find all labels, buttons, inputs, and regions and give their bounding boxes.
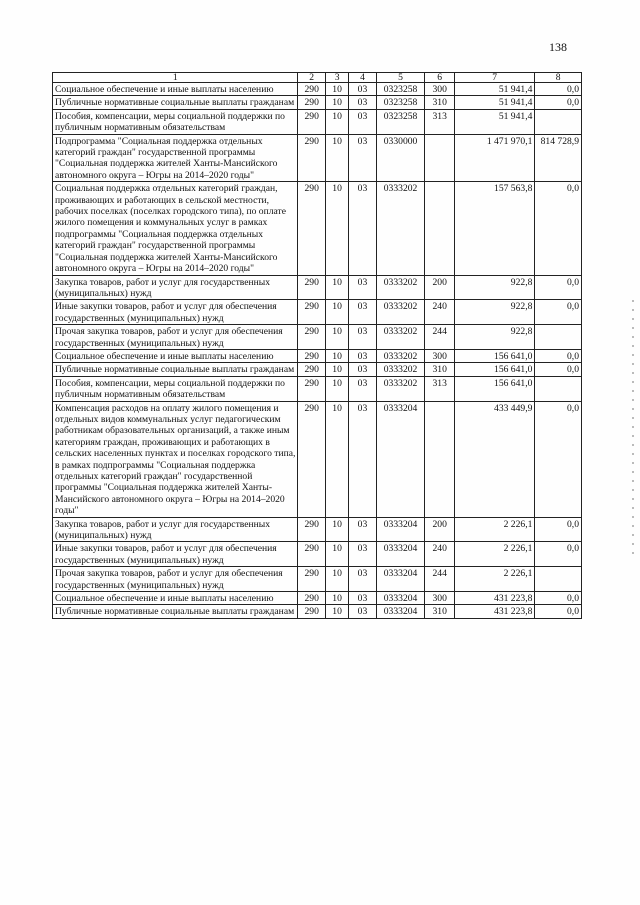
row-name-cell: Социальная поддержка отдельных категорий граждан, проживающих и работающих в сельской местности, рабочих поселках (поселках городского типа), по оплате жилого помещения и коммунальных услуг в рамках подпрограммы "Социальная поддержка отдельных категорий граждан" государственной программы "Социальная поддержка жителей Ханты-Мансийского автономного округа – Югры на 2014–2020 годы" (53, 182, 298, 275)
subsection-code-cell: 03 (349, 567, 377, 592)
subvention-amount-cell: 0,0 (535, 363, 582, 376)
amount-cell: 2 226,1 (454, 567, 534, 592)
table-row (53, 592, 582, 605)
section-code-cell: 10 (325, 401, 348, 517)
table-row (53, 300, 582, 325)
subsection-code-cell: 03 (349, 517, 377, 542)
subvention-amount-cell: 0,0 (535, 300, 582, 325)
section-code-cell: 10 (325, 363, 348, 376)
target-article-cell: 0333204 (376, 401, 425, 517)
table-row (53, 517, 582, 542)
table-row (53, 182, 582, 275)
table-row (53, 275, 582, 300)
amount-cell: 51 941,4 (454, 109, 534, 134)
subsection-code-cell: 03 (349, 109, 377, 134)
grbs-code-cell: 290 (298, 182, 326, 275)
target-article-cell: 0333202 (376, 363, 425, 376)
column-header: 5 (376, 73, 425, 83)
table-row (53, 83, 582, 96)
grbs-code-cell: 290 (298, 325, 326, 350)
expense-type-cell: 310 (425, 363, 455, 376)
subvention-amount-cell: 0,0 (535, 542, 582, 567)
table-row (53, 567, 582, 592)
target-article-cell: 0333202 (376, 182, 425, 275)
budget-table (52, 72, 582, 619)
section-code-cell: 10 (325, 605, 348, 618)
subsection-code-cell: 03 (349, 182, 377, 275)
row-name-cell: Подпрограмма "Социальная поддержка отдельных категорий граждан" государственной программы "Социальная поддержка жителей Ханты-Мансийского автономного округа – Югры на 2014–2020 годы" (53, 134, 298, 182)
subvention-amount-cell: 0,0 (535, 182, 582, 275)
row-name-cell: Публичные нормативные социальные выплаты гражданам (53, 363, 298, 376)
table-row (53, 605, 582, 618)
expense-type-cell: 313 (425, 376, 455, 401)
row-name-cell: Закупка товаров, работ и услуг для государственных (муниципальных) нужд (53, 517, 298, 542)
column-header: 8 (535, 73, 582, 83)
grbs-code-cell: 290 (298, 592, 326, 605)
target-article-cell: 0333204 (376, 517, 425, 542)
subsection-code-cell: 03 (349, 300, 377, 325)
section-code-cell: 10 (325, 517, 348, 542)
amount-cell: 156 641,0 (454, 376, 534, 401)
table-row (53, 325, 582, 350)
amount-cell: 922,8 (454, 325, 534, 350)
amount-cell: 2 226,1 (454, 542, 534, 567)
grbs-code-cell: 290 (298, 134, 326, 182)
target-article-cell: 0333204 (376, 592, 425, 605)
section-code-cell: 10 (325, 349, 348, 362)
amount-cell: 922,8 (454, 300, 534, 325)
subvention-amount-cell: 0,0 (535, 517, 582, 542)
table-row (53, 96, 582, 109)
grbs-code-cell: 290 (298, 363, 326, 376)
grbs-code-cell: 290 (298, 542, 326, 567)
target-article-cell: 0333202 (376, 376, 425, 401)
subvention-amount-cell (535, 325, 582, 350)
amount-cell: 156 641,0 (454, 349, 534, 362)
expense-type-cell: 244 (425, 325, 455, 350)
row-name-cell: Пособия, компенсации, меры социальной поддержки по публичным нормативным обязательствам (53, 109, 298, 134)
subsection-code-cell: 03 (349, 83, 377, 96)
expense-type-cell: 313 (425, 109, 455, 134)
subsection-code-cell: 03 (349, 605, 377, 618)
table-row (53, 376, 582, 401)
section-code-cell: 10 (325, 325, 348, 350)
subvention-amount-cell (535, 376, 582, 401)
column-header: 2 (298, 73, 326, 83)
section-code-cell: 10 (325, 96, 348, 109)
section-code-cell: 10 (325, 134, 348, 182)
amount-cell: 431 223,8 (454, 592, 534, 605)
target-article-cell: 0333202 (376, 300, 425, 325)
table-row (53, 542, 582, 567)
expense-type-cell (425, 134, 455, 182)
grbs-code-cell: 290 (298, 605, 326, 618)
expense-type-cell: 300 (425, 592, 455, 605)
grbs-code-cell: 290 (298, 517, 326, 542)
row-name-cell: Социальное обеспечение и иные выплаты населению (53, 83, 298, 96)
amount-cell: 156 641,0 (454, 363, 534, 376)
column-header: 6 (425, 73, 455, 83)
subsection-code-cell: 03 (349, 376, 377, 401)
column-header: 4 (349, 73, 377, 83)
subvention-amount-cell (535, 109, 582, 134)
grbs-code-cell: 290 (298, 83, 326, 96)
subsection-code-cell: 03 (349, 401, 377, 517)
section-code-cell: 10 (325, 567, 348, 592)
subvention-amount-cell: 0,0 (535, 349, 582, 362)
expense-type-cell: 310 (425, 96, 455, 109)
section-code-cell: 10 (325, 376, 348, 401)
row-name-cell: Социальное обеспечение и иные выплаты населению (53, 349, 298, 362)
expense-type-cell: 300 (425, 349, 455, 362)
target-article-cell: 0330000 (376, 134, 425, 182)
section-code-cell: 10 (325, 182, 348, 275)
subsection-code-cell: 03 (349, 542, 377, 567)
grbs-code-cell: 290 (298, 275, 326, 300)
grbs-code-cell: 290 (298, 567, 326, 592)
table-row (53, 134, 582, 182)
row-name-cell: Закупка товаров, работ и услуг для государственных (муниципальных) нужд (53, 275, 298, 300)
grbs-code-cell: 290 (298, 401, 326, 517)
page-number: 138 (549, 40, 567, 54)
target-article-cell: 0333202 (376, 325, 425, 350)
row-name-cell: Публичные нормативные социальные выплаты гражданам (53, 96, 298, 109)
table-row (53, 401, 582, 517)
amount-cell: 51 941,4 (454, 96, 534, 109)
subsection-code-cell: 03 (349, 592, 377, 605)
amount-cell: 51 941,4 (454, 83, 534, 96)
section-code-cell: 10 (325, 275, 348, 300)
expense-type-cell: 240 (425, 542, 455, 567)
table-row (53, 349, 582, 362)
row-name-cell: Прочая закупка товаров, работ и услуг для обеспечения государственных (муниципальных) нужд (53, 325, 298, 350)
subsection-code-cell: 03 (349, 363, 377, 376)
target-article-cell: 0323258 (376, 109, 425, 134)
table-row (53, 363, 582, 376)
expense-type-cell: 240 (425, 300, 455, 325)
grbs-code-cell: 290 (298, 349, 326, 362)
scan-edge-artifact (632, 300, 634, 560)
grbs-code-cell: 290 (298, 96, 326, 109)
subvention-amount-cell: 0,0 (535, 605, 582, 618)
subvention-amount-cell: 0,0 (535, 96, 582, 109)
section-code-cell: 10 (325, 109, 348, 134)
grbs-code-cell: 290 (298, 109, 326, 134)
column-number-row (53, 73, 582, 83)
table-row (53, 109, 582, 134)
subvention-amount-cell: 0,0 (535, 83, 582, 96)
row-name-cell: Социальное обеспечение и иные выплаты населению (53, 592, 298, 605)
subvention-amount-cell: 0,0 (535, 592, 582, 605)
target-article-cell: 0323258 (376, 96, 425, 109)
subvention-amount-cell (535, 567, 582, 592)
subsection-code-cell: 03 (349, 325, 377, 350)
expense-type-cell: 310 (425, 605, 455, 618)
amount-cell: 922,8 (454, 275, 534, 300)
amount-cell: 431 223,8 (454, 605, 534, 618)
amount-cell: 2 226,1 (454, 517, 534, 542)
expense-type-cell (425, 401, 455, 517)
column-header: 3 (325, 73, 348, 83)
target-article-cell: 0333204 (376, 542, 425, 567)
target-article-cell: 0333204 (376, 605, 425, 618)
row-name-cell: Пособия, компенсации, меры социальной поддержки по публичным нормативным обязательствам (53, 376, 298, 401)
expense-type-cell: 200 (425, 517, 455, 542)
expense-type-cell: 300 (425, 83, 455, 96)
section-code-cell: 10 (325, 83, 348, 96)
target-article-cell: 0323258 (376, 83, 425, 96)
expense-type-cell: 200 (425, 275, 455, 300)
column-header: 1 (53, 73, 298, 83)
section-code-cell: 10 (325, 542, 348, 567)
row-name-cell: Иные закупки товаров, работ и услуг для обеспечения государственных (муниципальных) нужд (53, 542, 298, 567)
subvention-amount-cell: 0,0 (535, 275, 582, 300)
row-name-cell: Прочая закупка товаров, работ и услуг для обеспечения государственных (муниципальных) нужд (53, 567, 298, 592)
target-article-cell: 0333202 (376, 349, 425, 362)
subsection-code-cell: 03 (349, 134, 377, 182)
row-name-cell: Публичные нормативные социальные выплаты гражданам (53, 605, 298, 618)
section-code-cell: 10 (325, 300, 348, 325)
target-article-cell: 0333204 (376, 567, 425, 592)
amount-cell: 433 449,9 (454, 401, 534, 517)
table-body (53, 83, 582, 619)
grbs-code-cell: 290 (298, 376, 326, 401)
expense-type-cell: 244 (425, 567, 455, 592)
subsection-code-cell: 03 (349, 275, 377, 300)
amount-cell: 157 563,8 (454, 182, 534, 275)
amount-cell: 1 471 970,1 (454, 134, 534, 182)
target-article-cell: 0333202 (376, 275, 425, 300)
grbs-code-cell: 290 (298, 300, 326, 325)
subvention-amount-cell: 814 728,9 (535, 134, 582, 182)
subsection-code-cell: 03 (349, 96, 377, 109)
row-name-cell: Иные закупки товаров, работ и услуг для обеспечения государственных (муниципальных) нужд (53, 300, 298, 325)
section-code-cell: 10 (325, 592, 348, 605)
column-header: 7 (454, 73, 534, 83)
row-name-cell: Компенсация расходов на оплату жилого помещения и отдельных видов коммунальных услуг педагогическим работникам образовательных организаций, а также иным категориям граждан, проживающих и работающих в сельских населенных пунктах и поселках городского типа, в рамках подпрограммы "Социальная поддержка отдельных категорий граждан" государственной программы "Социальная поддержка жителей Ханты-Мансийского автономного округа – Югры на 2014–2020 годы" (53, 401, 298, 517)
subsection-code-cell: 03 (349, 349, 377, 362)
expense-type-cell (425, 182, 455, 275)
subvention-amount-cell: 0,0 (535, 401, 582, 517)
